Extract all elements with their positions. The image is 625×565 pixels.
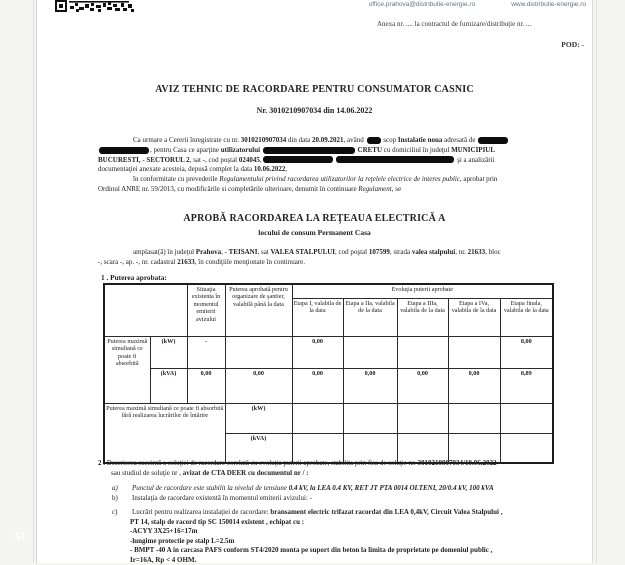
text-segment: CRETU bbox=[358, 146, 383, 154]
col-header-situatia: Situaţia existenta în momentul emiterii avizului bbox=[187, 284, 225, 337]
table-cell bbox=[292, 404, 343, 434]
item-c-text bbox=[132, 508, 502, 516]
unit-kva: (kVA) bbox=[150, 369, 187, 404]
text-segment: PT 14, stalp de racord tip SC 150014 existent , echipat cu : bbox=[130, 518, 304, 526]
text-segment: , cod poştal bbox=[335, 248, 369, 256]
table-cell: 0,00 bbox=[187, 369, 225, 404]
text-segment: Ir=16A, Rp < 4 OHM. bbox=[130, 556, 196, 564]
text-segment: , strada bbox=[390, 248, 412, 256]
qr-code bbox=[55, 0, 135, 12]
intro-line bbox=[98, 146, 568, 156]
text-segment: sau studiul de soluţie nr , bbox=[111, 469, 183, 477]
text-segment: 0.4 kV, bbox=[289, 484, 309, 492]
text-segment bbox=[334, 156, 336, 164]
table-cell: 8,89 bbox=[500, 369, 553, 404]
text-segment: 107599 bbox=[369, 248, 390, 256]
text-segment: , bbox=[285, 165, 287, 173]
table-cell bbox=[225, 337, 292, 369]
intro-paragraph bbox=[98, 136, 568, 195]
col-header-organizare: Puterea aprobată pentru organizare de şantier, valabilă până la data bbox=[225, 284, 292, 337]
section2-line bbox=[98, 468, 568, 478]
text-segment: MUNICIPIUL bbox=[451, 146, 495, 154]
table-cell: - bbox=[187, 337, 225, 369]
col-header-evolutia: Evoluţia puterii aprobate bbox=[292, 284, 553, 299]
text-segment: , se bbox=[392, 185, 401, 193]
table-cell bbox=[343, 337, 397, 369]
col-header-etapa-2: Etapa a IIa, valabila de la data bbox=[343, 299, 397, 337]
approval-subheading: locului de consum Permanent Casa bbox=[37, 228, 592, 237]
text-segment: , bloc bbox=[485, 248, 501, 256]
text-segment: Instalatie noua bbox=[398, 136, 443, 144]
text-segment: Descrierea succintă a soluţiei de racordare corelată cu evoluţia puterii aprobate, stabilita prin fisa de soluţie nr. bbox=[107, 459, 418, 467]
approved-power-table bbox=[103, 283, 554, 464]
text-segment: 2 . bbox=[98, 459, 107, 467]
table-cell: 0,00 bbox=[292, 337, 343, 369]
text-segment: Regulamentului privind racordarea utilizatorilor la reţelele electrice de interes public bbox=[219, 175, 460, 183]
text-segment: 3010210907034 bbox=[241, 136, 287, 144]
item-a-text bbox=[132, 484, 494, 492]
item-b bbox=[112, 494, 582, 502]
text-segment: - BMPT -40 A in carcasa PAFS conform ST4/2020 monta pe suport din beton la limita de proprietate pe domeniul public , bbox=[130, 546, 492, 554]
text-segment: 21633 bbox=[177, 258, 195, 266]
text-segment: în conformitate cu prevederile bbox=[133, 175, 219, 183]
unit-kva: (kVA) bbox=[225, 434, 292, 464]
text-segment: VALEA STALPULUI bbox=[271, 248, 336, 256]
document-number: Nr. 3010210907034 din 14.06.2022 bbox=[37, 106, 592, 115]
text-segment: 10.06.2022 bbox=[254, 165, 286, 173]
text-segment: documentaţiei anexate acesteia, depusă complet la data bbox=[98, 165, 254, 173]
background-watermark: st bbox=[14, 528, 26, 543]
page-left-shadow-line bbox=[33, 0, 34, 563]
item-b-text bbox=[132, 494, 312, 502]
col-header-etapa-finala: Etapa finala, valabila de la data bbox=[500, 299, 553, 337]
text-segment: -ACYY 3X25+16=17m bbox=[130, 527, 197, 535]
office-email-text: office.prahova@distributie-energie.ro bbox=[369, 1, 476, 8]
text-segment: , având bbox=[344, 136, 366, 144]
table-cell: 0,00 bbox=[292, 369, 343, 404]
table-cell: 0,00 bbox=[448, 369, 500, 404]
location-line bbox=[98, 247, 568, 257]
item-b-marker: b) bbox=[112, 494, 132, 502]
table-cell bbox=[500, 404, 553, 434]
text-segment: Regulament bbox=[358, 185, 391, 193]
text-segment: -lungime protectie pe stalp L=2.5m bbox=[130, 537, 234, 545]
text-segment: valea stalpului bbox=[412, 248, 455, 256]
row-label-putere-absorbita: Puterea maximă simultană ce poate fi absorbită bbox=[104, 337, 150, 404]
item-a-marker: a) bbox=[112, 484, 132, 492]
text-segment: Instalaţia de racordare existentă în momentul emiterii avizului: - bbox=[132, 494, 312, 502]
text-segment: Prahova bbox=[196, 248, 221, 256]
item-c-line bbox=[112, 556, 582, 565]
text-segment: , sat -, cod poştal bbox=[190, 156, 239, 164]
annex-reference-line: Anexa nr. .... la contractul de furnizare/distribuţie nr. ... bbox=[377, 20, 531, 28]
redaction-mark bbox=[478, 137, 508, 144]
redaction-mark bbox=[367, 137, 381, 144]
redaction-mark bbox=[263, 147, 355, 154]
text-segment: Ordinul ANRE nr. 59/2013, cu modificările si completările ulterioare, denumit în continuare bbox=[98, 185, 358, 193]
section1-heading: 1 . Puterea aprobata: bbox=[101, 273, 167, 282]
table-cell bbox=[343, 404, 397, 434]
text-segment: TEISANI bbox=[229, 248, 258, 256]
pod-label: POD: - bbox=[561, 40, 584, 49]
text-segment: 024045 bbox=[239, 156, 260, 164]
text-segment: , bbox=[260, 156, 262, 164]
table-cell bbox=[448, 337, 500, 369]
row-label-fara-intarire: Puterea maximă simultană ce poate fi absorbită fără realizarea lucrărilor de întărire bbox=[104, 404, 225, 464]
redaction-mark bbox=[99, 147, 149, 154]
website-text: www.distributie-energie.ro bbox=[511, 1, 586, 8]
text-segment: , - bbox=[221, 248, 229, 256]
text-segment: utilizatorului bbox=[221, 146, 262, 154]
table-cell: 0,00 bbox=[343, 369, 397, 404]
redaction-mark bbox=[263, 156, 333, 163]
section2-line bbox=[98, 458, 568, 468]
col-header-etapa-4: Etapa a IVa, valabila de la data bbox=[448, 299, 500, 337]
table-cell: 8,00 bbox=[500, 337, 553, 369]
item-c-marker: c) bbox=[112, 508, 132, 518]
table-cell bbox=[397, 404, 448, 434]
table-cell: 0,00 bbox=[225, 369, 292, 404]
item-c-line bbox=[112, 537, 582, 547]
page-right-shadow-line bbox=[596, 0, 597, 563]
intro-line bbox=[98, 175, 568, 185]
text-segment: , sat bbox=[257, 248, 270, 256]
item-c-line bbox=[112, 546, 582, 556]
location-line bbox=[98, 257, 568, 267]
text-segment: Punctul de racordare este stabilit la nivelul de tensiune bbox=[132, 484, 289, 492]
text-segment: , nr. bbox=[455, 248, 467, 256]
document-title: AVIZ TEHNIC DE RACORDARE PENTRU CONSUMATOR CASNIC bbox=[37, 84, 592, 95]
section2-description bbox=[98, 458, 568, 478]
intro-line bbox=[98, 156, 568, 166]
document-page bbox=[36, 0, 593, 563]
unit-kw: (kW) bbox=[225, 404, 292, 434]
table-cell: 0,00 bbox=[397, 369, 448, 404]
text-segment: 20.09.2021 bbox=[312, 136, 344, 144]
intro-line bbox=[98, 185, 568, 195]
text-segment: , pentru Casa ce aparţine bbox=[150, 146, 221, 154]
item-c-line bbox=[112, 527, 582, 537]
text-segment: amplasat(ă) în judeţul bbox=[133, 248, 196, 256]
item-c bbox=[112, 508, 582, 565]
text-segment: adresată de bbox=[442, 136, 477, 144]
col-header-etapa-3: Etapa a IIIa, valabila de la data bbox=[397, 299, 448, 337]
location-paragraph bbox=[98, 247, 568, 267]
text-segment: BUCURESTI, - SECTORUL 2 bbox=[98, 156, 190, 164]
unit-kw: (kW) bbox=[150, 337, 187, 369]
table-cell bbox=[397, 337, 448, 369]
text-segment: Ca urmare a Cererii înregistrate cu nr. bbox=[133, 136, 241, 144]
item-a bbox=[112, 484, 582, 492]
approval-heading: APROBĂ RACORDAREA LA REŢEAUA ELECTRICĂ A bbox=[37, 213, 592, 224]
text-segment: şi a analizării bbox=[455, 156, 494, 164]
col-header-etapa-1: Etapa I, valabila de la data bbox=[292, 299, 343, 337]
text-segment: avizat de CTA DEER cu documentul nr / : bbox=[183, 469, 309, 477]
table-corner-cell bbox=[104, 284, 187, 337]
table-cell bbox=[448, 404, 500, 434]
item-c-line bbox=[112, 518, 582, 528]
text-segment: din data bbox=[286, 136, 312, 144]
intro-line bbox=[98, 165, 568, 175]
text-segment: Lucrări pentru realizarea instalaţiei de racordare: bbox=[132, 508, 270, 516]
text-segment: la LEA 0.4 KV, RET JT PTA 0014 OLTENI, 20/0.4 kV, 100 kVA bbox=[310, 484, 494, 492]
text-segment: bransament electric trifazat racordat din LEA 0,4kV, Circuit Valea Stalpului , bbox=[270, 508, 502, 516]
redaction-mark bbox=[336, 156, 454, 163]
text-segment: -, scara -, ap. -, nr. cadastral bbox=[98, 258, 177, 266]
text-segment: scop bbox=[382, 136, 398, 144]
text-segment: 21633 bbox=[468, 248, 486, 256]
letterhead-links bbox=[287, 1, 586, 8]
text-segment: , aprobat prin bbox=[460, 175, 498, 183]
intro-line bbox=[98, 136, 568, 146]
text-segment: 3010210907034/10.06.2022 bbox=[418, 459, 497, 467]
text-segment: cu domiciliul în judeţul bbox=[382, 146, 451, 154]
text-segment: , în condiţiile menţionate în continuare. bbox=[195, 258, 305, 266]
